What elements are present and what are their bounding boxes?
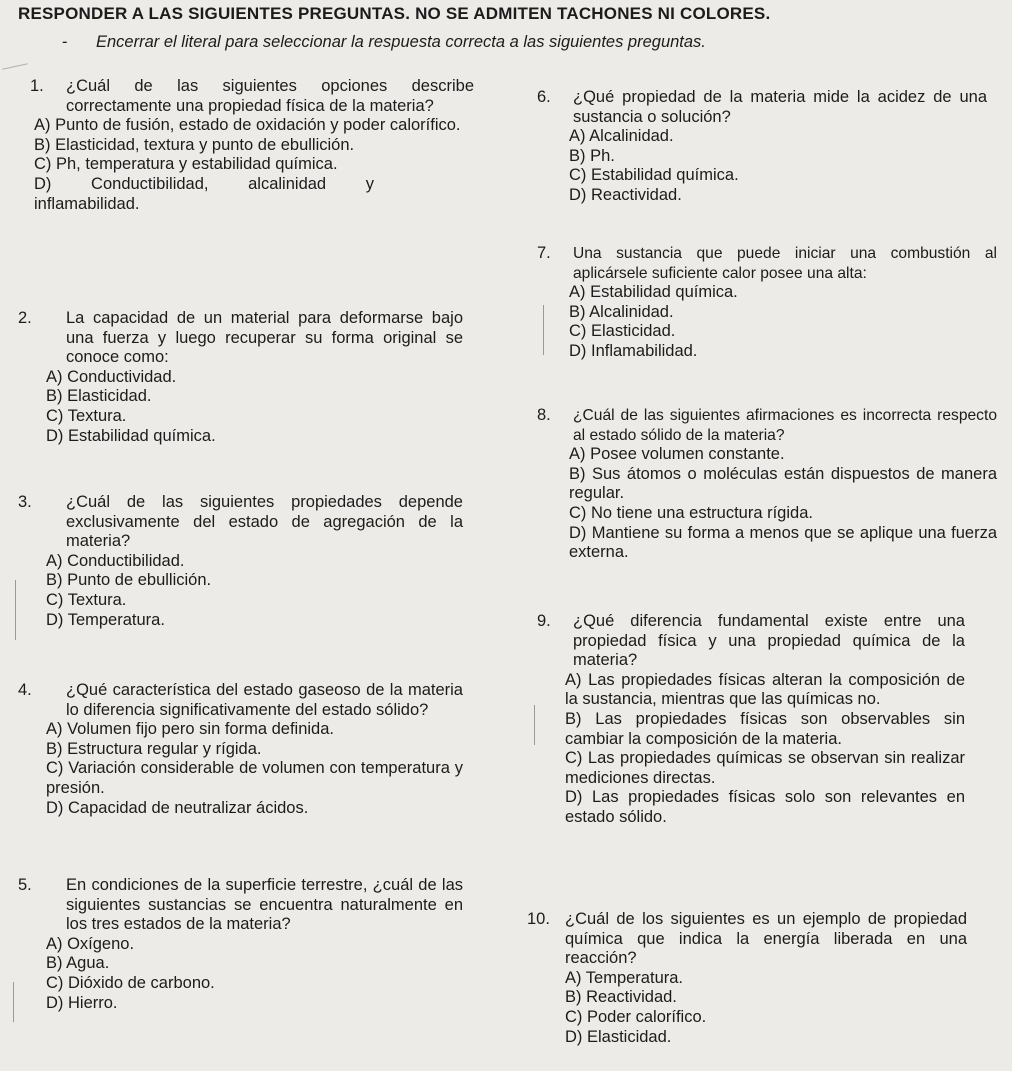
page-title: RESPONDER A LAS SIGUIENTES PREGUNTAS. NO SE ADMITEN TACHONES NI COLORES. (18, 4, 771, 23)
option-b[interactable]: B) Alcalinidad. (569, 302, 674, 321)
option-d[interactable]: D) Hierro. (46, 993, 118, 1012)
option-a[interactable]: A) Temperatura. (565, 968, 683, 987)
option-a[interactable]: A) Oxígeno. (46, 934, 135, 953)
option-d[interactable]: D) Mantiene su forma a menos que se aplique una fuerza externa. (569, 523, 997, 562)
question-1 (30, 77, 474, 214)
question-number: 10. (527, 910, 550, 928)
option-d[interactable]: D) Inflamabilidad. (569, 341, 698, 360)
option-c[interactable]: C) Ph, temperatura y estabilidad química. (34, 155, 338, 174)
option-c[interactable]: C) Estabilidad química. (569, 166, 739, 185)
question-stem: ¿Cuál de las siguientes afirmaciones es incorrecta respecto al estado sólido de la materia? (573, 407, 997, 444)
instruction (62, 33, 962, 52)
option-a[interactable]: A) Conductibilidad. (46, 551, 185, 570)
question-10 (527, 910, 967, 1047)
instruction-text: Encerrar el literal para seleccionar la respuesta correcta a las siguientes preguntas. (96, 33, 706, 51)
option-b[interactable]: B) Estructura regular y rígida. (46, 739, 262, 758)
option-b[interactable]: B) Agua. (46, 954, 110, 973)
question-number: 2. (18, 309, 32, 327)
option-d[interactable]: D) Temperatura. (46, 610, 165, 629)
question-number: 8. (537, 406, 551, 424)
question-stem: ¿Cuál de las siguientes propiedades depende exclusivamente del estado de agregación de la materia? (66, 493, 463, 551)
question-number: 5. (18, 876, 32, 894)
option-b[interactable]: B) Elasticidad, textura y punto de ebullición. (34, 135, 355, 154)
option-b[interactable]: B) Las propiedades físicas son observables sin cambiar la composición de la materia. (565, 709, 965, 748)
pencil-mark (543, 305, 544, 355)
question-7 (537, 244, 997, 362)
question-number: 6. (537, 88, 551, 106)
question-8 (537, 406, 997, 563)
option-c[interactable]: C) Dióxido de carbono. (46, 973, 215, 992)
option-c[interactable]: C) Elasticidad. (569, 322, 676, 341)
option-c[interactable]: C) Textura. (46, 406, 127, 425)
option-b[interactable]: B) Elasticidad. (46, 387, 152, 406)
question-number: 9. (537, 612, 551, 630)
option-a[interactable]: A) Alcalinidad. (569, 127, 674, 146)
question-2 (18, 309, 463, 446)
option-a[interactable]: A) Estabilidad química. (569, 283, 738, 302)
option-d[interactable]: D) Reactividad. (569, 185, 682, 204)
option-c[interactable]: C) Textura. (46, 590, 127, 609)
option-c[interactable]: C) Variación considerable de volumen con temperatura y presión. (46, 759, 463, 797)
question-stem: ¿Cuál de los siguientes es un ejemplo de propiedad química que indica la energía liberada en una reacción? (565, 910, 967, 968)
question-stem: ¿Cuál de las siguientes opciones describe correctamente una propiedad física de la materia? (66, 77, 474, 115)
question-number: 4. (18, 681, 32, 699)
pencil-mark (534, 705, 535, 745)
question-number: 1. (30, 77, 44, 95)
question-9 (537, 612, 965, 828)
option-c[interactable]: C) Las propiedades químicas se observan sin realizar mediciones directas. (565, 749, 965, 787)
option-b[interactable]: B) Reactividad. (565, 988, 677, 1007)
question-4 (18, 681, 463, 818)
question-3 (18, 493, 463, 630)
pencil-mark (13, 982, 14, 1022)
option-c[interactable]: C) Poder calorífico. (565, 1007, 707, 1026)
pencil-stroke (2, 63, 28, 69)
option-d[interactable]: D) Estabilidad química. (46, 426, 216, 445)
option-d[interactable]: D) Las propiedades físicas solo son relevantes en estado sólido. (565, 788, 965, 826)
option-a[interactable]: A) Las propiedades físicas alteran la composición de la sustancia, mientras que las químicas no. (565, 670, 965, 709)
option-b[interactable]: B) Sus átomos o moléculas están dispuestos de manera regular. (569, 464, 997, 503)
option-a[interactable]: A) Conductividad. (46, 367, 177, 386)
question-number: 3. (18, 493, 32, 511)
question-stem: ¿Qué diferencia fundamental existe entre una propiedad física y una propiedad química de la materia? (573, 612, 965, 670)
option-a[interactable]: A) Posee volumen constante. (569, 445, 785, 464)
question-stem: En condiciones de la superficie terrestre, ¿cuál de las siguientes sustancias se encuentra naturalmente en los tres estados de la materia? (66, 876, 463, 934)
option-a[interactable]: A) Punto de fusión, estado de oxidación y poder calorífico. (34, 116, 461, 135)
instruction-dash: - (62, 33, 68, 51)
option-d[interactable]: D) Elasticidad. (565, 1027, 672, 1046)
pencil-mark (15, 580, 16, 640)
option-a[interactable]: A) Volumen fijo pero sin forma definida. (46, 720, 334, 739)
question-stem: La capacidad de un material para deformarse bajo una fuerza y luego recuperar su forma original se conoce como: (66, 309, 463, 367)
question-5 (18, 876, 463, 1013)
question-stem: ¿Qué propiedad de la materia mide la acidez de una sustancia o solución? (573, 88, 987, 126)
option-b[interactable]: B) Ph. (569, 146, 615, 165)
question-number: 7. (537, 244, 551, 262)
option-d[interactable]: D) Capacidad de neutralizar ácidos. (46, 798, 309, 817)
option-c[interactable]: C) No tiene una estructura rígida. (569, 503, 813, 522)
question-stem: Una sustancia que puede iniciar una combustión al aplicársele suficiente calor posee una alta: (573, 245, 997, 282)
option-b[interactable]: B) Punto de ebullición. (46, 571, 212, 590)
question-stem: ¿Qué característica del estado gaseoso de la materia lo diferencia significativamente del estado sólido? (66, 681, 463, 719)
question-6 (537, 88, 987, 206)
option-d[interactable]: D) Conductibilidad, alcalinidad y inflamabilidad. (34, 174, 374, 213)
